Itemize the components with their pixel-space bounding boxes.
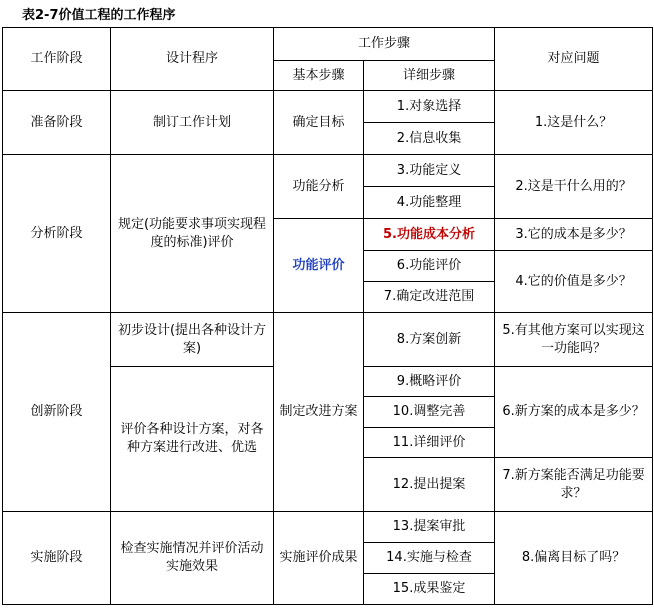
detail-step-7: 7.确定改进范围 [364,282,495,313]
question-7: 7.新方案能否满足功能要求？ [495,458,653,512]
design-criteria: 规定(功能要求事项实现程度的标准)评价 [111,155,274,313]
header-detail: 详细步骤 [364,61,495,91]
basic-target: 确定目标 [274,91,364,155]
detail-step-6: 6.功能评价 [364,251,495,282]
question-4: 4.它的价值是多少？ [495,251,653,313]
detail-step-15: 15.成果鉴定 [364,574,495,605]
header-question: 对应问题 [495,28,653,91]
header-steps: 工作步骤 [274,28,495,61]
stage-innovation: 创新阶段 [3,313,111,512]
question-8: 8.偏离目标了吗？ [495,512,653,605]
detail-step-3: 3.功能定义 [364,155,495,187]
detail-step-1: 1.对象选择 [364,91,495,123]
basic-improvement-plan: 制定改进方案 [274,313,364,512]
design-preliminary: 初步设计(提出各种设计方案) [111,313,274,367]
question-5: 5.有其他方案可以实现这一功能吗？ [495,313,653,367]
stage-analysis: 分析阶段 [3,155,111,313]
basic-function-evaluation: 功能评价 [274,219,364,313]
detail-step-13: 13.提案审批 [364,512,495,543]
detail-step-12: 12.提出提案 [364,458,495,512]
table-caption: 表2-7价值工程的工作程序 [22,8,176,23]
detail-step-14: 14.实施与检查 [364,543,495,574]
design-plan: 制订工作计划 [111,91,274,155]
question-6: 6.新方案的成本是多少？ [495,367,653,458]
detail-step-11: 11.详细评价 [364,428,495,458]
design-check: 检查实施情况并评价活动实施效果 [111,512,274,605]
detail-step-10: 10.调整完善 [364,397,495,428]
detail-step-4: 4.功能整理 [364,187,495,219]
question-2: 2.这是干什么用的？ [495,155,653,219]
header-stage: 工作阶段 [3,28,111,91]
question-3: 3.它的成本是多少？ [495,219,653,251]
detail-step-9: 9.概略评价 [364,367,495,397]
stage-implement: 实施阶段 [3,512,111,605]
detail-step-2: 2.信息收集 [364,123,495,155]
question-1: 1.这是什么？ [495,91,653,155]
detail-step-5: 5.功能成本分析 [364,219,495,251]
header-design: 设计程序 [111,28,274,91]
basic-function-analysis: 功能分析 [274,155,364,219]
basic-evaluate-results: 实施评价成果 [274,512,364,605]
detail-step-8: 8.方案创新 [364,313,495,367]
stage-prep: 准备阶段 [3,91,111,155]
value-engineering-table [2,27,653,605]
header-basic: 基本步骤 [274,61,364,91]
design-evaluate-options: 评价各种设计方案，对各种方案进行改进、优选 [111,367,274,512]
